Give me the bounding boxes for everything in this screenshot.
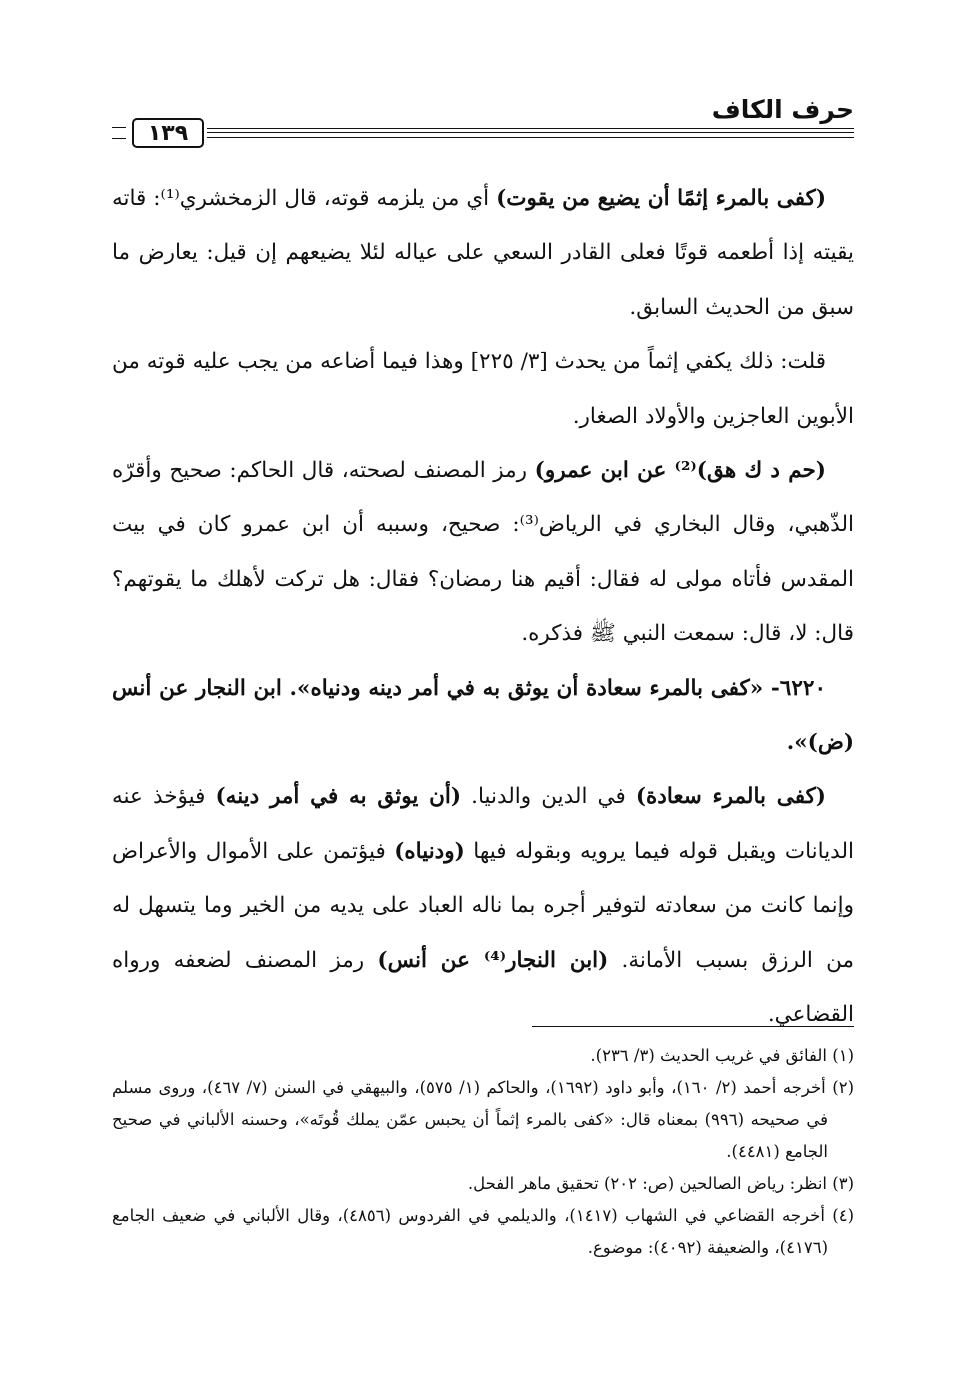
source-quote: (ابن النجار⁽⁴⁾ عن أنس) xyxy=(377,947,609,973)
hadith-quote: (كفى بالمرء إثمًا أن يضيع من يقوت) xyxy=(496,186,826,211)
commentary-text: أي من يلزمه قوته، قال الزمخشري⁽¹⁾: قاته يقيته إذا أطعمه قوتًا فعلى القادر السعي على عياله لئلا يضيعهم إن قيل: يعارض ما سبق من الحديث السابق. xyxy=(112,186,854,320)
page-number: ١٣٩ xyxy=(132,118,204,148)
hadith-quote: (أن يوثق به في أمر دينه) xyxy=(215,784,462,810)
footnote-3: (٣) انظر: رياض الصالحين (ص: ٢٠٢) تحقيق ماهر الفحل. xyxy=(467,1174,854,1193)
footnote-4: (٤) أخرجه القضاعي في الشهاب (١٤١٧)، والديلمي في الفردوس (٤٨٥٦)، وقال الألباني في ضعيف الجامع (٤١٧٦)، والضعيفة (٤٠٩٢): موضوع. xyxy=(112,1206,855,1257)
commentary-text: رمز المصنف لصحته، قال الحاكم: صحيح وأقرّه الذّهبي، وقال البخاري في الرياض⁽³⁾: صحيح، وسببه أن ابن عمرو كان في بيت المقدس فأتاه مولى له فقال: أقيم هنا رمضان؟ فقال: هل تركت لأهلك ما يقوتهم؟ قال: لا، قال: سمعت النبي ﷺ فذكره. xyxy=(112,458,854,647)
footnote-separator xyxy=(532,1026,854,1027)
paragraph-5 xyxy=(112,770,854,1042)
hadith-quote: (كفى بالمرء سعادة) xyxy=(635,784,826,810)
paragraph-3 xyxy=(112,444,854,662)
paragraph-1 xyxy=(112,172,854,335)
hadith-heading xyxy=(112,662,854,771)
header-rule xyxy=(112,118,854,152)
hadith-quote: (ودنياه) xyxy=(394,838,465,864)
footnotes xyxy=(112,1040,854,1264)
source-quote: (حم د ك هق)⁽²⁾ عن ابن عمرو) xyxy=(534,458,826,484)
commentary-text: قلت: ذلك يكفي إثماً من يحدث [٣/ ٢٢٥] وهذا فيما أضاعه من يجب عليه قوته من الأبوين العاجزين والأولاد الصغار. xyxy=(112,349,854,429)
hadith-text: ٦٢٢٠- «كفى بالمرء سعادة أن يوثق به في أمر دينه ودنياه». ابن النجار عن أنس (ض)». xyxy=(112,675,854,756)
paragraph-2 xyxy=(112,335,854,444)
commentary-text: فيؤخذ عنه الديانات ويقبل قوله فيما يرويه وبقوله فيها xyxy=(112,784,854,864)
footnote-1: (١) الفائق في غريب الحديث (٣/ ٢٣٦). xyxy=(590,1046,854,1065)
commentary-text: فيؤتمن على الأموال والأعراض وإنما كانت من سعادته لتوفير أجره بما ناله العباد على يديه من الخير وما يتسهل له من الرزق بسبب الأمانة. xyxy=(112,838,854,973)
rule-end-ornament xyxy=(112,127,126,139)
footnote-2: (٢) أخرجه أحمد (٢/ ١٦٠)، وأبو داود (١٦٩٢)، والحاكم (١/ ٥٧٥)، والبيهقي في السنن (٧/ ٤٦٧)، وروى مسلم في صحيحه (٩٩٦) بمعناه قال: «كفى بالمرء إثماً أن يحبس عمّن يملك قُوتَه»، وحسنه الألباني في صحيح الجامع (٤٤٨١). xyxy=(112,1078,855,1161)
main-text xyxy=(112,172,854,1043)
commentary-text: في الدين والدنيا. xyxy=(461,784,636,810)
double-rule-line xyxy=(207,128,854,138)
running-title: حرف الكاف xyxy=(711,95,854,124)
commentary-text: رمز المصنف لضعفه ورواه القضاعي. xyxy=(112,947,854,1028)
